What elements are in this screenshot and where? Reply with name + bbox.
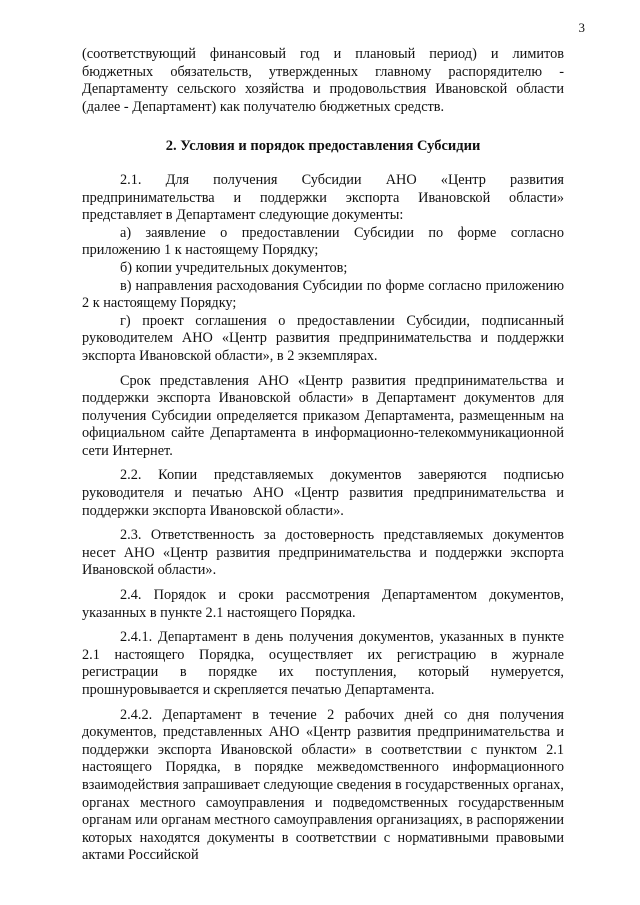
page-number: 3 xyxy=(578,20,585,35)
paragraph-2-4: 2.4. Порядок и сроки рассмотрения Департаментом документов, указанных в пункте 2.1 настоящего Порядка. xyxy=(82,587,564,621)
paragraph-2-1: 2.1. Для получения Субсидии АНО «Центр развития предпринимательства и поддержки экспорта Ивановской области» представляет в Департамент следующие документы: xyxy=(82,171,564,224)
list-item-v: в) направления расходования Субсидии по форме согласно приложению 2 к настоящему Порядку; xyxy=(82,277,564,312)
paragraph-2-4-2: 2.4.2. Департамент в течение 2 рабочих дней со дня получения документов, представленных АНО «Центр развития предпринимательства и поддержки экспорта Ивановской области» в соответствии с пунктом 2.1 настоящего Порядка, в порядке межведомственного информационного взаимодействия запрашивает следующие сведения в государственных органах, органах местного самоуправления и подведомственных государственным органам или органам местного самоуправления организациях, в распоряжении которых находятся документы в соответствии с нормативными правовыми актами Российской xyxy=(82,706,564,864)
section-title: 2. Условия и порядок предоставления Субсидии xyxy=(165,138,481,155)
intro-paragraph: (соответствующий финансовый год и плановый период) и лимитов бюджетных обязательств, утвержденных главному распорядителю - Департаменту сельского хозяйства и продовольствия Ивановской области (далее - Департамент) как получателю бюджетных средств. xyxy=(82,46,564,115)
paragraph-submission-deadline: Срок представления АНО «Центр развития предпринимательства и поддержки экспорта Ивановской области» в Департамент документов для получения Субсидии определяется приказом Департамента, размещенным на официальном сайте Департамента в информационно-телекоммуникационной сети Интернет. xyxy=(82,372,564,459)
paragraph-2-3: 2.3. Ответственность за достоверность представляемых документов несет АНО «Центр развития предпринимательства и поддержки экспорта Ивановской области». xyxy=(82,527,564,579)
paragraph-2-4-1: 2.4.1. Департамент в день получения документов, указанных в пункте 2.1 настоящего Порядка, осуществляет их регистрацию в журнале регистрации в порядке их поступления, который нумеруется, прошнуровывается и скрепляется печатью Департамента. xyxy=(82,629,564,698)
list-item-b: б) копии учредительных документов; xyxy=(120,259,348,276)
list-item-g: г) проект соглашения о предоставлении Субсидии, подписанный руководителем АНО «Центр развития предпринимательства и поддержки экспорта Ивановской области», в 2 экземплярах. xyxy=(82,312,564,364)
paragraph-2-2: 2.2. Копии представляемых документов заверяются подписью руководителя и печатью АНО «Центр развития предпринимательства и поддержки экспорта Ивановской области». xyxy=(82,467,564,519)
list-item-a: а) заявление о предоставлении Субсидии по форме согласно приложению 1 к настоящему Порядку; xyxy=(82,224,564,259)
document-body xyxy=(82,46,564,865)
